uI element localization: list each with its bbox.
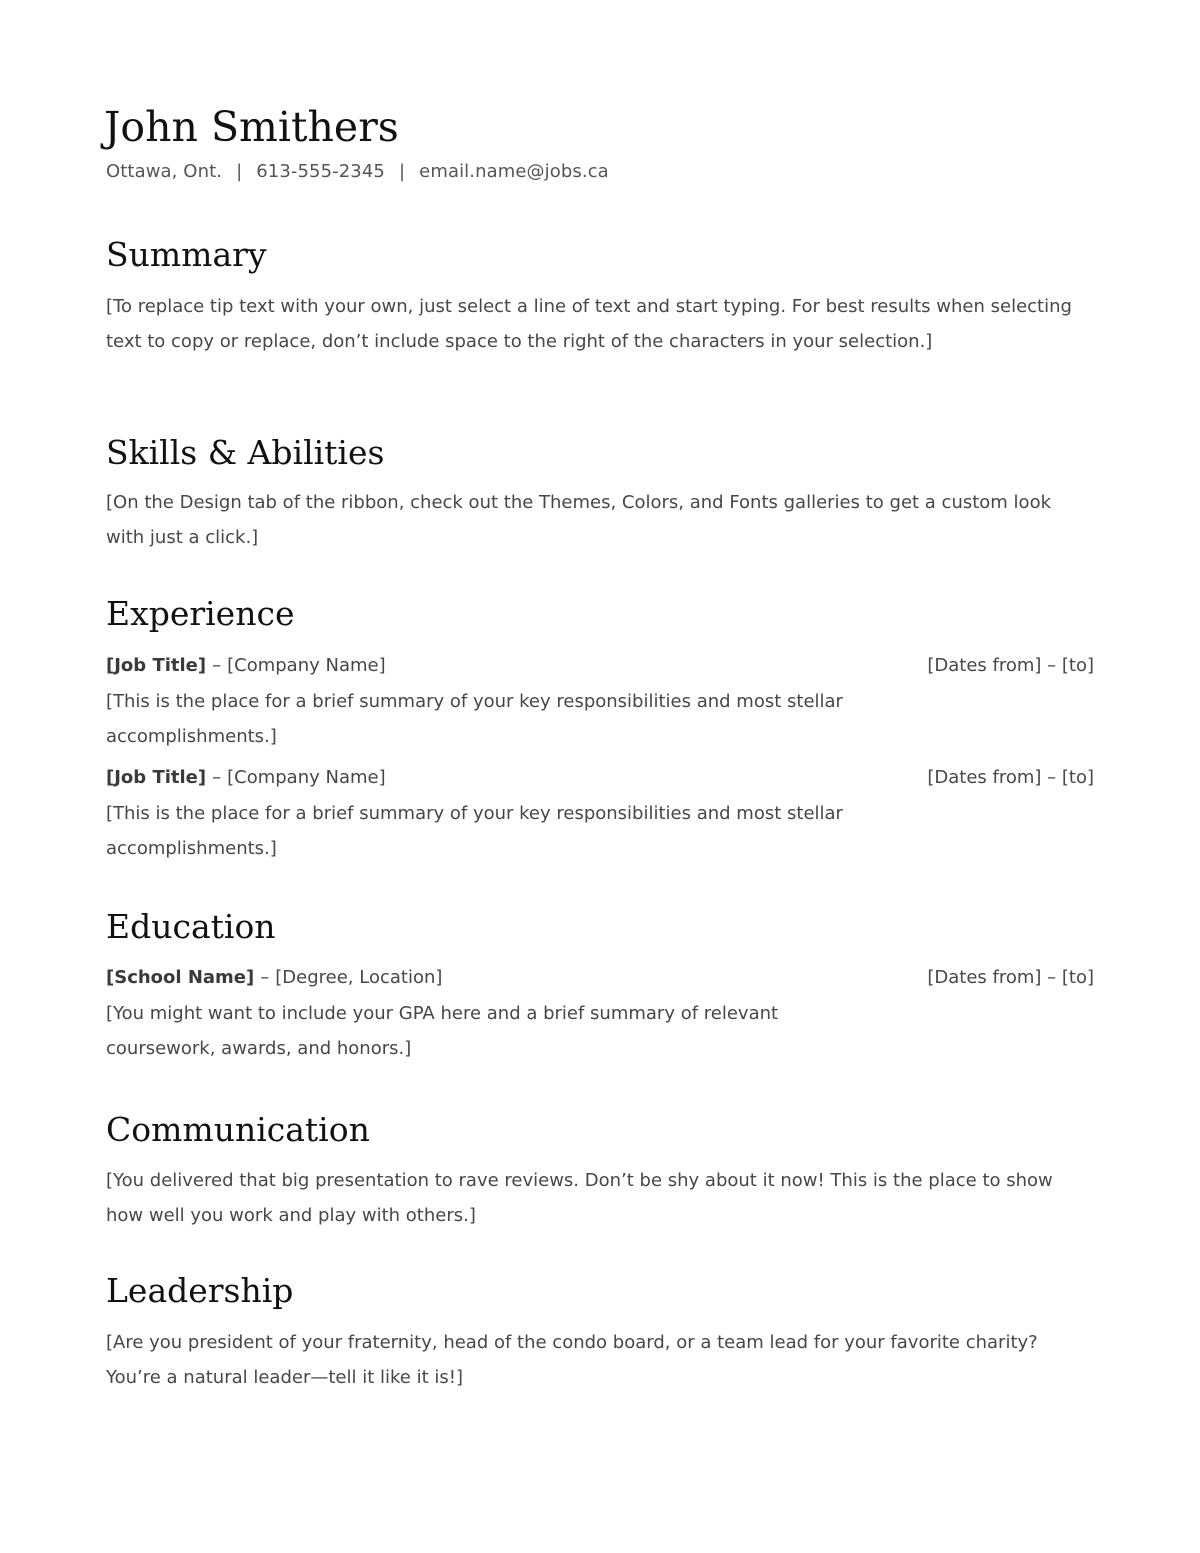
education-description: [You might want to include your GPA here and a brief summary of relevant coursework, awards, and honors.] — [106, 1003, 779, 1059]
contact-separator: | — [398, 161, 406, 182]
contact-line — [106, 158, 609, 186]
entry-dash: – — [260, 967, 270, 988]
leadership-heading: Leadership — [106, 1271, 294, 1310]
communication-text: [You delivered that big presentation to rave reviews. Don’t be shy about it now! This is the place to show how well you work and play with others.] — [106, 1170, 1053, 1226]
summary-heading: Summary — [106, 235, 267, 274]
experience-heading: Experience — [106, 594, 295, 633]
contact-email: email.name@jobs.ca — [419, 161, 609, 182]
contact-phone: 613-555-2345 — [256, 161, 385, 182]
degree-location: [Degree, Location] — [275, 967, 443, 988]
job-description: [This is the place for a brief summary of your key responsibilities and most stellar accomplishments.] — [106, 803, 843, 859]
job-description: [This is the place for a brief summary of your key responsibilities and most stellar accomplishments.] — [106, 691, 843, 747]
job-dates: [Dates from] – [to] — [927, 655, 1094, 676]
entry-dash: – — [212, 655, 222, 676]
education-dates: [Dates from] – [to] — [927, 967, 1094, 988]
experience-entry-header — [106, 763, 1094, 793]
leadership-text: [Are you president of your fraternity, head of the condo board, or a team lead for your favorite charity? You’re a natural leader—tell it like it is!] — [106, 1332, 1038, 1388]
job-title: [Job Title] — [106, 767, 207, 788]
contact-separator: | — [236, 161, 243, 182]
company-name: [Company Name] — [227, 655, 386, 676]
job-dates: [Dates from] – [to] — [927, 767, 1094, 788]
education-entry-header — [106, 963, 1094, 993]
entry-dash: – — [212, 767, 222, 788]
job-title: [Job Title] — [106, 655, 207, 676]
skills-text: [On the Design tab of the ribbon, check out the Themes, Colors, and Fonts galleries to get a custom look with just a click.] — [106, 492, 1052, 548]
candidate-name: John Smithers — [104, 103, 399, 151]
summary-text: [To replace tip text with your own, just select a line of text and start typing. For best results when selecting text to copy or replace, don’t include space to the right of the characters in your selection.] — [106, 296, 1072, 352]
contact-location: Ottawa, Ont. — [106, 161, 223, 182]
skills-heading: Skills & Abilities — [106, 433, 385, 472]
experience-entry-header — [106, 651, 1094, 681]
school-name: [School Name] — [106, 967, 255, 988]
education-heading: Education — [106, 907, 276, 946]
communication-heading: Communication — [106, 1110, 370, 1149]
company-name: [Company Name] — [227, 767, 386, 788]
